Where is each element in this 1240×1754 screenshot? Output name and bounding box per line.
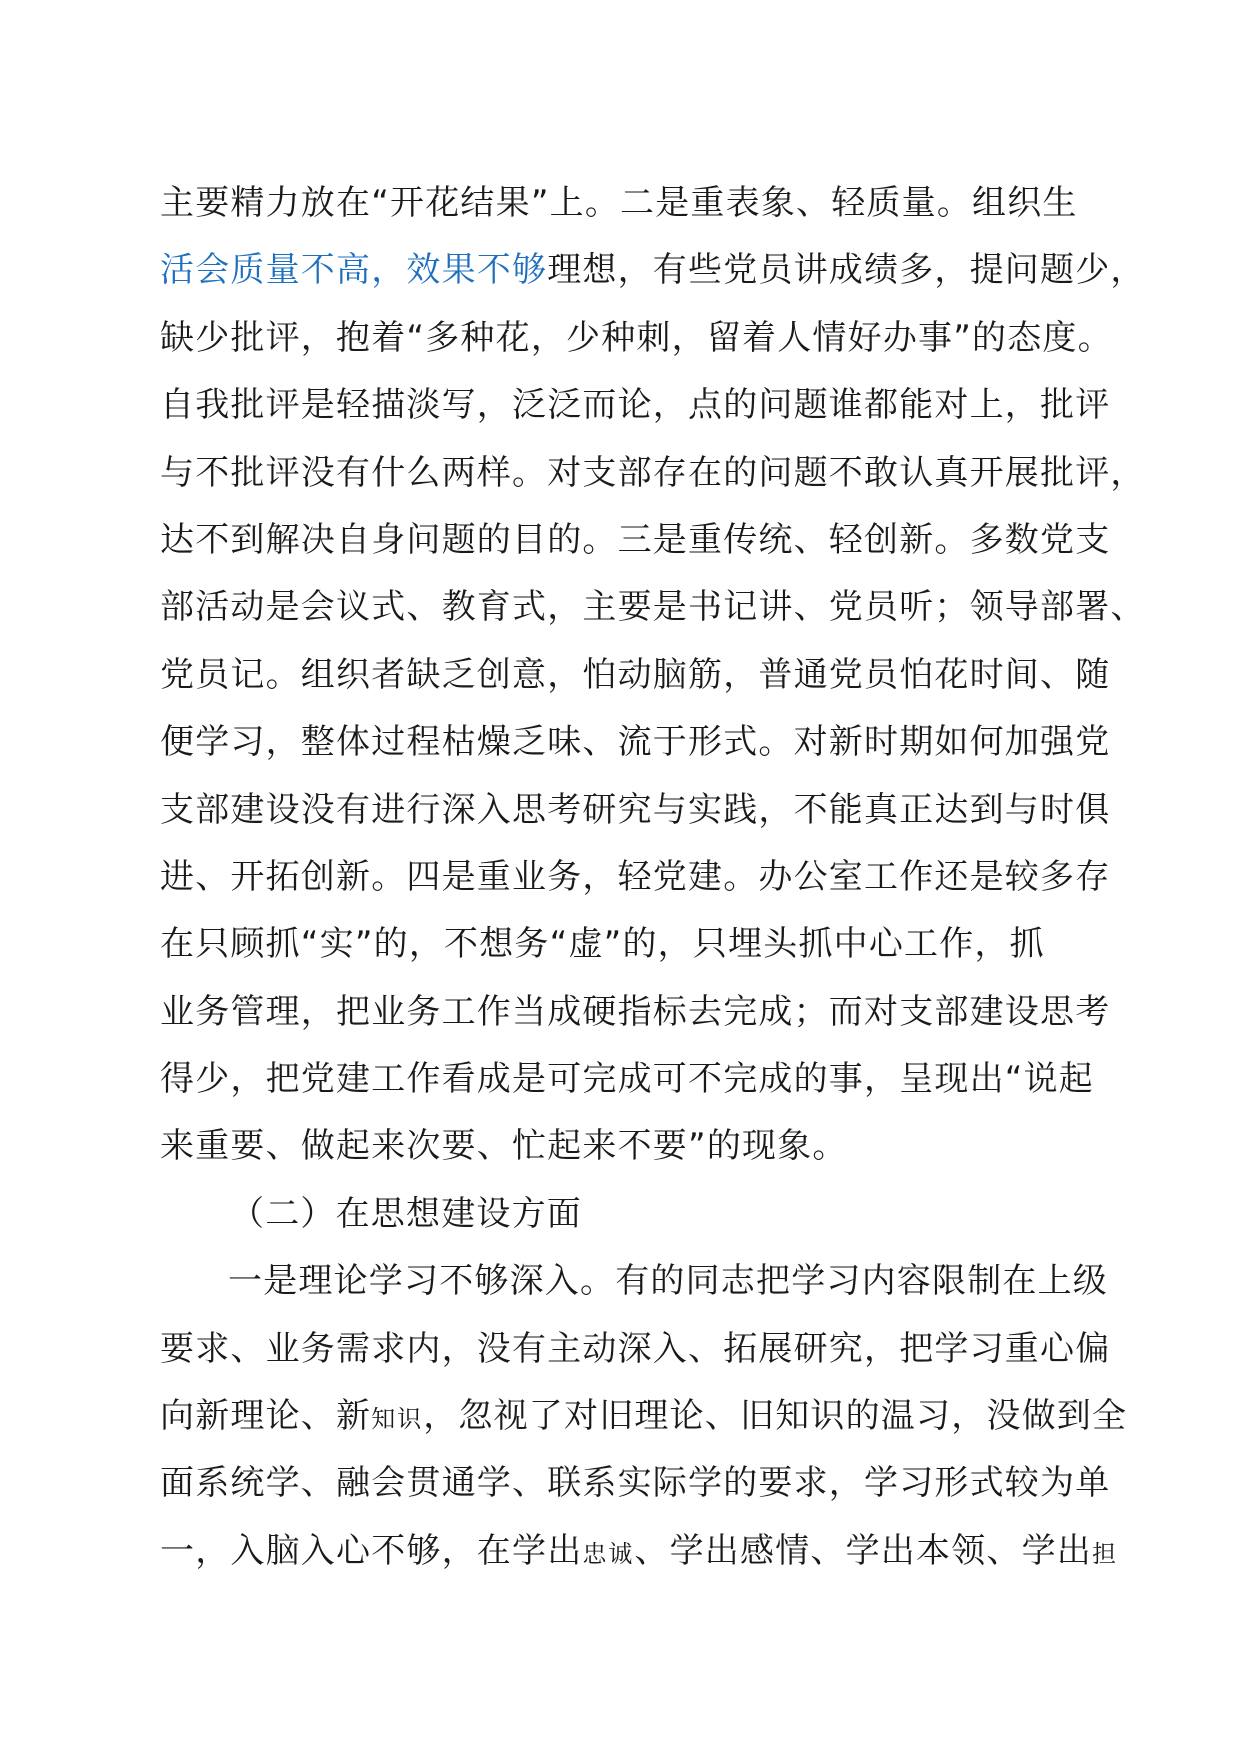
text-line [160,777,1120,844]
text-line [160,1383,1128,1450]
document-body [160,170,1146,1585]
text-line [160,372,1120,439]
text-line [160,574,1146,641]
text-segment: （二）在思想建设方面 [230,1193,582,1234]
text-segment: 自我批评是轻描淡写，泛泛而论，点的问题谁都能对上，批评 [160,385,1111,426]
text-line [160,911,1120,978]
text-segment: 党员记。组织者缺乏创意，怕动脑筋，普通党员怕花时间、随 [160,654,1111,695]
text-segment: 缺少批评，抱着“多种花，少种刺，留着人情好办事”的态度。 [160,317,1113,358]
text-line [160,709,1120,776]
text-line [160,507,1120,574]
text-segment: 得少，把党建工作看成是可完成可不完成的事，呈现出“说起 [160,1059,1095,1100]
text-segment: 要求、业务需求内，没有主动深入、拓展研究，把学习重心偏 [160,1328,1111,1369]
text-line [160,1248,1120,1315]
text-line [160,1450,1120,1517]
text-segment: 担 [1092,1539,1119,1568]
text-segment: 向新理论、新 [160,1396,372,1437]
section-heading [160,1181,1120,1248]
text-line [160,1046,1120,1113]
text-segment: 忠诚 [582,1539,635,1568]
text-line [160,642,1120,709]
text-segment: 一，入脑入心不够，在学出 [160,1530,583,1571]
text-segment: 支部建设没有进行深入思考研究与实践，不能真正达到与时俱 [160,789,1111,830]
text-line [160,979,1120,1046]
text-segment: 主要精力放在“开花结果”上。二是重表象、轻质量。组织生 [160,183,1078,223]
text-segment: 业务管理，把业务工作当成硬指标去完成；而对支部建设思考 [160,991,1111,1032]
text-segment: 进、开拓创新。四是重业务，轻党建。办公室工作还是较多存 [160,856,1111,897]
text-line [160,1518,1120,1585]
text-segment: 部活动是会议式、教育式，主要是书记讲、党员听；领导部署、 [160,587,1146,628]
highlighted-text: 活会质量不高，效果不够 [160,250,548,291]
text-segment: 理想，有些党员讲成绩多，提问题少， [547,250,1146,291]
text-segment: 知识 [371,1405,424,1434]
text-line [160,305,1120,372]
text-line [160,170,1120,237]
text-line [160,1316,1120,1383]
text-segment: 、学出感情、学出本领、学出 [634,1530,1093,1571]
text-line [160,237,1146,304]
text-line [160,440,1146,507]
text-line [160,1113,1120,1180]
text-segment: 便学习，整体过程枯燥乏味、流于形式。对新时期如何加强党 [160,722,1111,763]
text-line [160,844,1120,911]
text-segment: 在只顾抓“实”的，不想务“虚”的，只埋头抓中心工作，抓 [160,924,1045,965]
text-segment: ，忽视了对旧理论、旧知识的温习，没做到全 [423,1396,1128,1437]
text-segment: 来重要、做起来次要、忙起来不要”的现象。 [160,1126,848,1167]
text-segment: 面系统学、融会贯通学、联系实际学的要求，学习形式较为单 [160,1463,1111,1504]
text-segment: 与不批评没有什么两样。对支部存在的问题不敢认真开展批评， [160,452,1146,493]
text-segment: 达不到解决自身问题的目的。三是重传统、轻创新。多数党支 [160,519,1111,560]
text-segment: 一是理论学习不够深入。有的同志把学习内容限制在上级 [228,1261,1108,1302]
